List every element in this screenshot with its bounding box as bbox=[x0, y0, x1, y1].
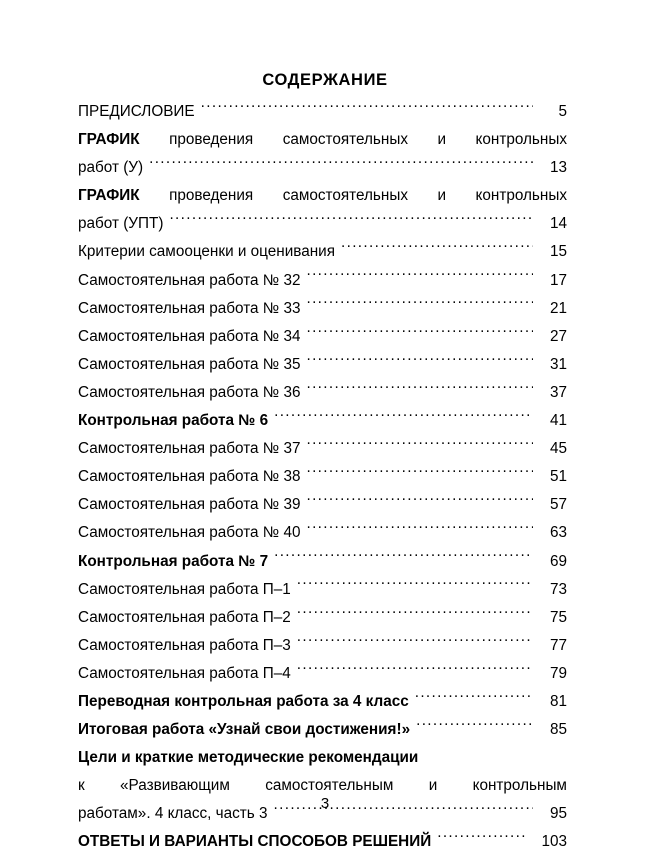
toc-label-normal: работ (У) bbox=[78, 159, 144, 177]
toc-label-normal: Самостоятельная работа № 35 bbox=[78, 355, 301, 373]
toc-page-number: 103 bbox=[541, 833, 567, 851]
toc-entry-label bbox=[78, 548, 268, 576]
toc-page-number: 95 bbox=[549, 805, 567, 823]
toc-page-number: 5 bbox=[558, 103, 567, 120]
toc-entry[interactable] bbox=[78, 716, 567, 744]
toc-entry[interactable] bbox=[78, 660, 567, 688]
toc-entry-label bbox=[78, 491, 300, 519]
toc-label-normal: Самостоятельная работа № 36 bbox=[78, 383, 301, 401]
toc-entry[interactable] bbox=[78, 548, 567, 576]
toc-label-normal: работам». 4 класс, часть 3 bbox=[78, 805, 268, 823]
toc-word: проведения bbox=[169, 131, 254, 149]
toc-entry-label bbox=[78, 660, 291, 688]
toc-entry-label bbox=[78, 744, 418, 772]
toc-word: к bbox=[78, 777, 85, 795]
toc-entry[interactable] bbox=[78, 828, 567, 856]
toc-entry[interactable] bbox=[78, 491, 567, 519]
toc-entry-label bbox=[78, 351, 300, 379]
dot-leader bbox=[201, 101, 533, 116]
toc-word: и bbox=[437, 187, 447, 205]
toc-entry[interactable] bbox=[78, 295, 567, 323]
toc-label-normal: Самостоятельная работа П–3 bbox=[78, 636, 291, 654]
toc-label-normal: Самостоятельная работа П–4 bbox=[78, 664, 291, 682]
dot-leader bbox=[306, 522, 533, 537]
toc-entry-label bbox=[78, 98, 195, 126]
toc-word: самостоятельным bbox=[265, 777, 394, 795]
dot-leader bbox=[297, 634, 533, 649]
toc-page-number: 15 bbox=[549, 243, 567, 261]
toc-page-number: 41 bbox=[549, 412, 567, 430]
toc-page-number: 14 bbox=[549, 215, 567, 233]
toc-page-number: 57 bbox=[549, 496, 567, 514]
toc-word: контрольных bbox=[475, 131, 567, 149]
dot-leader bbox=[437, 831, 525, 846]
dot-leader bbox=[306, 297, 533, 312]
toc-label-normal: Самостоятельная работа № 34 bbox=[78, 327, 301, 345]
toc-page-number: 69 bbox=[549, 552, 567, 570]
toc-word: проведения bbox=[169, 187, 254, 205]
toc-label-bold: Контрольная работа № 7 bbox=[78, 552, 269, 570]
toc-label-normal: Самостоятельная работа П–1 bbox=[78, 580, 291, 598]
toc-entry-label bbox=[78, 463, 300, 491]
toc-page-number: 77 bbox=[549, 636, 567, 654]
toc-entry[interactable] bbox=[78, 519, 567, 547]
toc-page-number: 51 bbox=[549, 468, 567, 486]
toc-word: и bbox=[428, 777, 438, 795]
toc-entry[interactable] bbox=[78, 154, 567, 182]
toc-entry-label bbox=[78, 238, 335, 266]
dot-leader bbox=[306, 466, 533, 481]
dot-leader bbox=[416, 719, 533, 734]
toc-label-bold: Переводная контрольная работа за 4 класс bbox=[78, 692, 409, 710]
toc-page-number: 45 bbox=[549, 440, 567, 458]
toc-label-normal: Самостоятельная работа № 40 bbox=[78, 524, 301, 542]
toc-label-normal: Самостоятельная работа № 33 bbox=[78, 299, 301, 317]
toc-entry-label bbox=[78, 407, 268, 435]
toc-page-number: 21 bbox=[549, 299, 567, 317]
toc-label-normal: Самостоятельная работа П–2 bbox=[78, 608, 291, 626]
toc-entry[interactable] bbox=[78, 210, 567, 238]
toc-entry[interactable] bbox=[78, 182, 567, 210]
toc-label-normal: Самостоятельная работа № 39 bbox=[78, 496, 301, 514]
toc-page-number: 13 bbox=[549, 159, 567, 177]
toc-label-normal: Самостоятельная работа № 37 bbox=[78, 440, 301, 458]
toc-entry[interactable] bbox=[78, 632, 567, 660]
toc-page-number: 17 bbox=[549, 271, 567, 289]
dot-leader bbox=[306, 382, 533, 397]
toc-page-number: 81 bbox=[549, 692, 567, 710]
toc-label-bold: Итоговая работа «Узнай свои достижения!» bbox=[78, 721, 411, 739]
toc-word: контрольным bbox=[472, 777, 567, 795]
dot-leader bbox=[306, 325, 533, 340]
toc-entry-label bbox=[78, 716, 410, 744]
toc-entry[interactable] bbox=[78, 744, 567, 772]
toc-page-number: 37 bbox=[549, 383, 567, 401]
dot-leader bbox=[306, 354, 533, 369]
toc-entry[interactable] bbox=[78, 238, 567, 266]
dot-leader bbox=[169, 213, 533, 228]
toc-entry[interactable] bbox=[78, 323, 567, 351]
toc-label-bold: Цели и краткие методические рекомендации bbox=[78, 749, 419, 767]
toc-entry-label bbox=[78, 323, 300, 351]
toc-entry-label bbox=[78, 182, 567, 210]
toc-entry-label bbox=[78, 126, 567, 154]
toc-word: контрольных bbox=[475, 187, 567, 205]
toc-entry[interactable] bbox=[78, 126, 567, 154]
dot-leader bbox=[149, 157, 533, 172]
toc-entry-label bbox=[78, 688, 409, 716]
dot-leader bbox=[274, 410, 533, 425]
dot-leader bbox=[297, 578, 533, 593]
toc-label-normal: работ (УПТ) bbox=[78, 215, 164, 233]
toc-entry-label bbox=[78, 295, 300, 323]
toc-label-normal: ПРЕДИСЛОВИЕ bbox=[78, 103, 195, 120]
toc-label-normal: Самостоятельная работа № 38 bbox=[78, 468, 301, 486]
toc-entry[interactable] bbox=[78, 351, 567, 379]
toc-word: ГРАФИК bbox=[78, 131, 140, 149]
dot-leader bbox=[306, 269, 533, 284]
toc-word: самостоятельных bbox=[282, 131, 408, 149]
toc-entry-label bbox=[78, 828, 431, 856]
toc-entry[interactable] bbox=[78, 267, 567, 295]
toc-page-number: 75 bbox=[549, 608, 567, 626]
toc-entry[interactable] bbox=[78, 604, 567, 632]
dot-leader bbox=[415, 691, 533, 706]
toc-label-bold: ОТВЕТЫ И ВАРИАНТЫ СПОСОБОВ РЕШЕНИЙ bbox=[78, 833, 432, 851]
toc-entry[interactable] bbox=[78, 379, 567, 407]
toc-entry[interactable] bbox=[78, 435, 567, 463]
dot-leader bbox=[297, 606, 533, 621]
footer-page-number: 3 bbox=[320, 795, 330, 812]
toc-word: и bbox=[437, 131, 447, 149]
toc-page-number: 79 bbox=[549, 664, 567, 682]
page-title: СОДЕРЖАНИЕ bbox=[262, 71, 388, 89]
toc-entry-label bbox=[78, 632, 291, 660]
toc-page-number: 31 bbox=[549, 355, 567, 373]
toc-word: «Развивающим bbox=[120, 777, 230, 795]
toc-label-normal: Самостоятельная работа № 32 bbox=[78, 271, 301, 289]
toc-entry-label bbox=[78, 519, 300, 547]
dot-leader bbox=[306, 494, 533, 509]
toc-page-number: 27 bbox=[549, 327, 567, 345]
toc-entry[interactable] bbox=[78, 98, 567, 126]
toc-entry-label bbox=[78, 154, 143, 182]
toc-entry-label bbox=[78, 210, 163, 238]
dot-leader bbox=[306, 438, 533, 453]
toc-word: ГРАФИК bbox=[78, 187, 140, 205]
dot-leader bbox=[341, 241, 533, 256]
toc-entry-label bbox=[78, 604, 291, 632]
toc-label-normal: Критерии самооценки и оценивания bbox=[78, 243, 335, 261]
toc-page-number: 73 bbox=[549, 580, 567, 598]
toc-word: самостоятельных bbox=[282, 187, 408, 205]
toc-entry-label bbox=[78, 435, 300, 463]
toc-entry-list bbox=[78, 98, 567, 856]
dot-leader bbox=[297, 663, 533, 678]
toc-entry[interactable] bbox=[78, 576, 567, 604]
toc-label-bold: Контрольная работа № 6 bbox=[78, 412, 269, 430]
toc-page-number: 85 bbox=[549, 721, 567, 739]
toc-entry-label bbox=[78, 267, 300, 295]
toc-entry[interactable] bbox=[78, 463, 567, 491]
toc-page-number: 63 bbox=[549, 524, 567, 542]
toc-entry[interactable] bbox=[78, 407, 567, 435]
toc-entry[interactable] bbox=[78, 688, 567, 716]
toc-entry-label bbox=[78, 576, 291, 604]
toc-entry-label bbox=[78, 379, 300, 407]
dot-leader bbox=[274, 550, 533, 565]
